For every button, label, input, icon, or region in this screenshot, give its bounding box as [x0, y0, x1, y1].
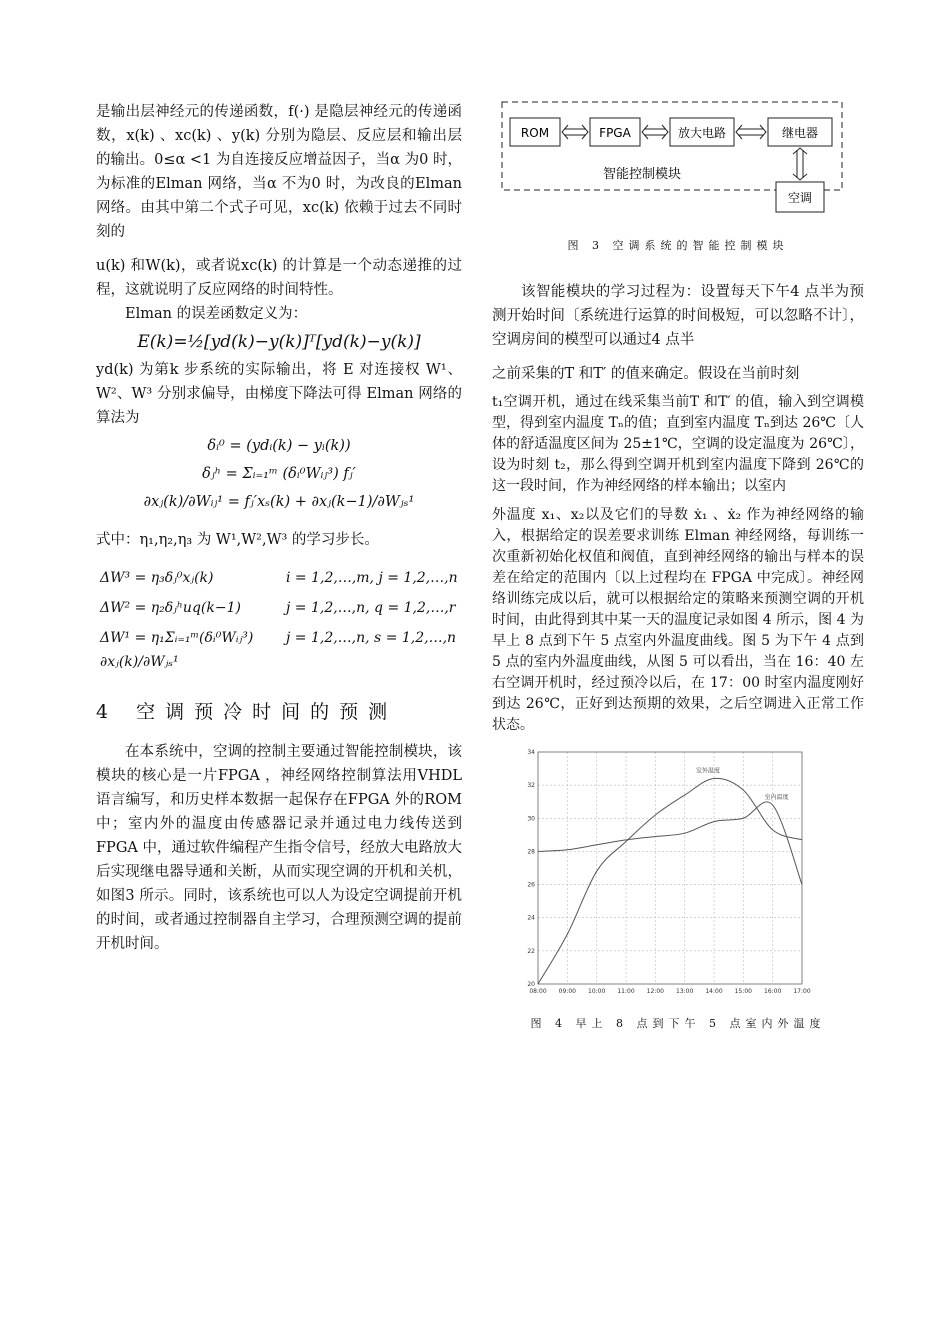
relay-ac-arrow: [793, 148, 807, 180]
y-tick-label: 24: [527, 914, 535, 922]
x-tick-label: 15:00: [734, 988, 752, 995]
x-tick-label: 08:00: [529, 988, 547, 995]
paragraph: 该智能模块的学习过程为：设置每天下午4 点半为预测开始时间〔系统进行运算的时间极短，可以忽略不计〕，空调房间的模型可以通过4 点半: [492, 284, 864, 348]
x-tick-label: 11:00: [617, 988, 635, 995]
plot-frame: [538, 752, 802, 984]
paragraph: yd(k) 为第k 步系统的实际输出，将 E 对连接权 W¹、W²、W³ 分别求偏导，由梯度下降法可得 Elman 网络的算法为: [96, 362, 462, 426]
fpga-label: FPGA: [599, 126, 631, 140]
equation: δᵢ⁰ = (ydᵢ(k) − yᵢ(k)): [207, 438, 351, 454]
update-range: i = 1,2,…,m, j = 1,2,…,n: [286, 570, 458, 586]
section-title: 空调预冷时间的预测: [136, 701, 398, 723]
update-range: j = 1,2,…,n, q = 1,2,…,r: [286, 600, 456, 616]
figure-3-caption: 图 3 空调系统的智能控制模块: [567, 239, 789, 252]
series-label: 室外温度: [695, 767, 721, 775]
ac-label: 空调: [787, 191, 813, 205]
equation: ∂xⱼ(k)/∂Wᵢⱼ¹ = fⱼ′xₛ(k) + ∂xⱼ(k−1)/∂Wⱼₛ¹: [143, 494, 415, 510]
update-equation: ΔW² = η₂δⱼʰuq(k−1): [100, 600, 241, 616]
right-column: [492, 96, 864, 1046]
series-line-outdoor: [538, 778, 802, 984]
rom-fpga-arrow: [562, 125, 588, 139]
update-equation-row: [100, 596, 462, 620]
y-tick-label: 26: [527, 881, 535, 889]
x-tick-label: 13:00: [676, 988, 694, 995]
y-tick-label: 28: [527, 848, 535, 856]
series-line-indoor: [538, 802, 802, 885]
update-equation: ΔW¹ = η₁Σᵢ₌₁ᵐ(δᵢ⁰Wᵢⱼ³) ∂xⱼ(k)/∂Wⱼₛ¹: [100, 630, 254, 670]
temperature-chart: [526, 744, 826, 1006]
equation: δⱼʰ = Σᵢ₌₁ᵐ (δᵢ⁰Wᵢⱼ³) fⱼ′: [202, 466, 356, 482]
x-tick-label: 14:00: [705, 988, 723, 995]
x-tick-label: 10:00: [588, 988, 606, 995]
equation-error: E(k)=½[yd(k)−y(k)]ᵀ[yd(k)−y(k)]: [137, 332, 421, 352]
rom-label: ROM: [520, 126, 550, 140]
control-module-diagram: [492, 96, 864, 218]
x-tick-label: 09:00: [558, 988, 576, 995]
amplifier-label: 放大电路: [677, 126, 727, 140]
section-heading: [96, 700, 462, 724]
paragraph: 外温度 x₁、x₂以及它们的导数 ẋ₁ 、ẋ₂ 作为神经网络的输入，根据给定的误差要求训练 Elman 神经网络，每训练一次重新初始化权值和阀值，直到神经网络的输出与样本的误差在给定的范围内〔以上过程均在 FPGA 中完成〕。神经网络训练完成以后，就可以根据给定的策略来预测空调的开机时间，由此得到其中某一天的温度记录如图 4 所示，图 4 为早上 8 点到下午 5 点室内外温度曲线。图 5 为下午 4 点到 5 点的室内外温度曲线，从图 5 可以看出，当在 16：40 左右空调开机时，经过预冷以后，在 17：00 时室内温度刚好到达 26℃，正好到达预期的效果，之后空调进入正常工作状态。: [492, 507, 864, 733]
update-equation: ΔW³ = η₃δⱼ⁰xⱼ(k): [100, 570, 214, 586]
x-tick-label: 17:00: [793, 988, 811, 995]
y-tick-label: 22: [527, 947, 535, 955]
y-tick-label: 20: [527, 981, 535, 988]
fpga-amp-arrow: [642, 125, 668, 139]
paragraph: u(k) 和W(k)，或者说xc(k) 的计算是一个动态递推的过程，这就说明了反应网络的时间特性。: [96, 258, 462, 298]
update-range: j = 1,2,…,n, s = 1,2,…,n: [286, 630, 457, 646]
series-label: 室内温度: [764, 794, 789, 802]
update-equation-row: [100, 626, 462, 674]
update-equations: [96, 566, 462, 674]
x-tick-label: 12:00: [646, 988, 664, 995]
figure-4-caption: 图 4 早上 8 点到下午 5 点室内外温度: [530, 1017, 826, 1030]
x-tick-label: 16:00: [764, 988, 782, 995]
y-tick-label: 34: [527, 749, 535, 756]
module-label: 智能控制模块: [602, 167, 682, 182]
update-equation-row: [100, 566, 462, 590]
paragraph: 式中：η₁,η₂,η₃ 为 W¹,W²,W³ 的学习步长。: [96, 532, 379, 548]
left-column: [96, 100, 462, 956]
paragraph: 之前采集的T 和T′ 的值来确定。假设在当前时刻: [492, 366, 800, 382]
relay-label: 继电器: [781, 126, 819, 140]
paragraph: 在本系统中，空调的控制主要通过智能控制模块，该模块的核心是一片FPGA ，神经网络控制算法用VHDL 语言编写，和历史样本数据一起保存在FPGA 外的ROM 中；室内外的温度由传感器记录并通过电力线传送到FPGA 中，通过软件编程产生指令信号，经放大电路放大后实现继电器导通和关断，从而实现空调的开机和关机，如图3 所示。同时，该系统也可以人为设定空调提前开机的时间，或者通过控制器自主学习，合理预测空调的提前开机时间。: [96, 744, 462, 952]
paragraph: t₁空调开机，通过在线采集当前T 和T′ 的值，输入到空调模型，得到室内温度 Tₙ的值；直到室内温度 Tₙ到达 26℃〔人体的舒适温度区间为 25±1℃，空调的设定温度为 26℃〕，设为时刻 t₂，那么得到空调开机到室内温度下降到 26℃的这一段时间，作为神经网络的样本输出；以室内: [492, 394, 864, 494]
paragraph: 是输出层神经元的传递函数，f(·) 是隐层神经元的传递函数，x(k) 、xc(k) 、y(k) 分别为隐层、反应层和输出层的输出。0≤α <1 为自连接反应增益因子，当α 为0 时，为标准的Elman 网络，当α 不为0 时，为改良的Elman 网络。由其中第二个式子可见，xc(k) 依赖于过去不同时刻的: [96, 104, 462, 240]
y-tick-label: 30: [527, 815, 535, 823]
section-number: 4: [96, 701, 109, 723]
y-tick-label: 32: [527, 782, 535, 790]
amp-relay-arrow: [736, 125, 766, 139]
paragraph: Elman 的误差函数定义为：: [125, 306, 308, 322]
